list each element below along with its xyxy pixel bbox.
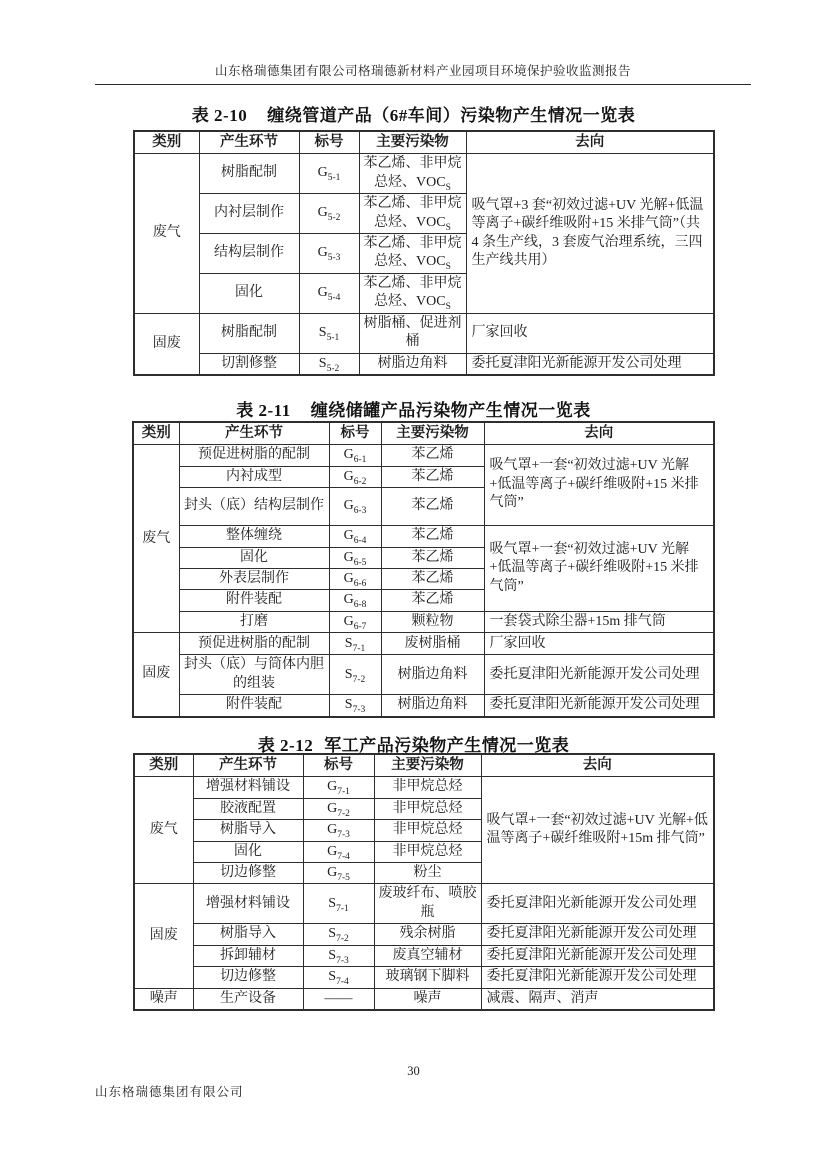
pollutant-cell: 苯乙烯: [381, 547, 484, 568]
header-category: 类别: [134, 754, 193, 777]
destination-cell: 委托夏津阳光新能源开发公司处理: [481, 924, 714, 945]
mark-cell: $G_{7-2}$: [303, 798, 374, 819]
mark-cell: $G_{5-3}$: [299, 234, 359, 274]
destination-cell: 委托夏津阳光新能源开发公司处理: [466, 353, 714, 375]
pollutant-cell: 残余树脂: [374, 924, 481, 945]
mark-cell: $G_{6-6}$: [329, 569, 381, 590]
pollutant-cell: 树脂边角料: [359, 353, 466, 375]
destination-cell: 一套袋式除尘器+15m 排气筒: [484, 611, 714, 632]
table-row: [133, 695, 714, 717]
pollutant-cell: 颗粒物: [381, 611, 484, 632]
mark-cell: $G_{7-1}$: [303, 777, 374, 798]
table-2-11-title: [0, 396, 827, 421]
process-cell: 附件装配: [179, 695, 329, 717]
process-cell: 树脂导入: [193, 924, 303, 945]
mark-cell: $G_{6-7}$: [329, 611, 381, 632]
table-2-12: [133, 753, 715, 1011]
table-row: [134, 884, 714, 924]
destination-cell: 吸气罩+一套“初效过滤+UV 光解+低温等离子+碳纤维吸附+15 米排气筒”: [484, 526, 714, 612]
header-destination: 去向: [484, 422, 714, 445]
process-cell: 切边修整: [193, 863, 303, 884]
header-pollutant: 主要污染物: [381, 422, 484, 445]
mark-cell: $G_{5-4}$: [299, 273, 359, 313]
pollutant-cell: 树脂边角料: [381, 655, 484, 695]
mark-cell: $G_{6-1}$: [329, 445, 381, 466]
process-cell: 树脂导入: [193, 820, 303, 841]
mark-cell: $G_{6-2}$: [329, 466, 381, 487]
header-category: 类别: [133, 422, 179, 445]
table-row: [133, 611, 714, 632]
table-row: [134, 313, 714, 353]
header-destination: 去向: [466, 131, 714, 154]
process-cell: 固化: [179, 547, 329, 568]
pollutant-cell: 噪声: [374, 988, 481, 1010]
category-cell: 固废: [133, 633, 179, 717]
mark-cell: $S_{7-1}$: [303, 884, 374, 924]
pollutant-cell: 废树脂桶: [381, 633, 484, 655]
pollutant-cell: 苯乙烯: [381, 569, 484, 590]
table-row: [133, 526, 714, 547]
mark-cell: $S_{5-1}$: [299, 313, 359, 353]
process-cell: 增强材料铺设: [193, 884, 303, 924]
header-process: 产生环节: [193, 754, 303, 777]
pollutant-cell: 非甲烷总烃: [374, 841, 481, 862]
mark-cell: $S_{7-1}$: [329, 633, 381, 655]
table-2-12-caption: 军工产品污染物产生情况一览表: [324, 736, 570, 755]
table-2-11: [132, 421, 715, 718]
mark-cell: $S_{7-2}$: [303, 924, 374, 945]
table-row: [134, 967, 714, 988]
process-cell: 生产设备: [193, 988, 303, 1010]
pollutant-cell: 苯乙烯、非甲烷总烃、$VOC_S$: [359, 154, 466, 194]
header-process: 产生环节: [199, 131, 299, 154]
table-row: [134, 945, 714, 966]
pollutant-cell: 苯乙烯: [381, 466, 484, 487]
mark-cell: $G_{6-3}$: [329, 488, 381, 526]
table-2-10-title: [0, 101, 827, 126]
mark-cell: $S_{7-3}$: [303, 945, 374, 966]
destination-cell: 委托夏津阳光新能源开发公司处理: [484, 695, 714, 717]
mark-cell: $S_{7-4}$: [303, 967, 374, 988]
header-pollutant: 主要污染物: [359, 131, 466, 154]
category-cell: 噪声: [134, 988, 193, 1010]
pollutant-cell: 粉尘: [374, 863, 481, 884]
pollutant-cell: 苯乙烯、非甲烷总烃、$VOC_S$: [359, 273, 466, 313]
mark-cell: $S_{5-2}$: [299, 353, 359, 375]
process-cell: 增强材料铺设: [193, 777, 303, 798]
pollutant-cell: 非甲烷总烃: [374, 777, 481, 798]
page-number: 30: [407, 1064, 420, 1078]
process-cell: 结构层制作: [199, 234, 299, 274]
table-row: [134, 988, 714, 1010]
table-row: [134, 777, 714, 798]
process-cell: 附件装配: [179, 590, 329, 611]
mark-cell: $G_{7-3}$: [303, 820, 374, 841]
process-cell: 封头（底）结构层制作: [179, 488, 329, 526]
destination-cell: 减震、隔声、消声: [481, 988, 714, 1010]
pollutant-cell: 非甲烷总烃: [374, 798, 481, 819]
header-mark: 标号: [299, 131, 359, 154]
process-cell: 打磨: [179, 611, 329, 632]
pollutant-cell: 废真空辅材: [374, 945, 481, 966]
table-row: [134, 754, 714, 777]
destination-cell: 厂家回收: [466, 313, 714, 353]
table-2-11-caption: 缠绕储罐产品污染物产生情况一览表: [310, 401, 591, 420]
destination-cell: 厂家回收: [484, 633, 714, 655]
mark-cell: $S_{7-3}$: [329, 695, 381, 717]
table-2-12-number: 表 2-12: [257, 736, 314, 755]
process-cell: 预促进树脂的配制: [179, 633, 329, 655]
mark-cell: $G_{6-8}$: [329, 590, 381, 611]
mark-cell: $G_{7-4}$: [303, 841, 374, 862]
header-mark: 标号: [329, 422, 381, 445]
table-row: [133, 422, 714, 445]
mark-cell: $G_{5-1}$: [299, 154, 359, 194]
header-mark: 标号: [303, 754, 374, 777]
process-cell: 外表层制作: [179, 569, 329, 590]
process-cell: 固化: [199, 273, 299, 313]
process-cell: 拆卸辅材: [193, 945, 303, 966]
category-cell: 固废: [134, 884, 193, 988]
process-cell: 内衬层制作: [199, 194, 299, 234]
table-row: [134, 131, 714, 154]
table-row: [134, 353, 714, 375]
table-2-10-caption: 缠绕管道产品（6#车间）污染物产生情况一览表: [267, 106, 636, 125]
document-header: 山东格瑞德集团有限公司格瑞德新材料产业园项目环境保护验收监测报告: [214, 64, 631, 78]
mark-cell: $G_{7-5}$: [303, 863, 374, 884]
pollutant-cell: 苯乙烯、非甲烷总烃、$VOC_S$: [359, 194, 466, 234]
process-cell: 切割修整: [199, 353, 299, 375]
process-cell: 整体缠绕: [179, 526, 329, 547]
header-divider: [95, 84, 751, 85]
process-cell: 固化: [193, 841, 303, 862]
header-category: 类别: [134, 131, 199, 154]
pollutant-cell: 非甲烷总烃: [374, 820, 481, 841]
destination-cell: 委托夏津阳光新能源开发公司处理: [481, 884, 714, 924]
process-cell: 封头（底）与筒体内胆的组装: [179, 655, 329, 695]
destination-cell: 委托夏津阳光新能源开发公司处理: [481, 967, 714, 988]
footer-company: 山东格瑞德集团有限公司: [95, 1085, 244, 1099]
mark-cell: $G_{6-5}$: [329, 547, 381, 568]
process-cell: 切边修整: [193, 967, 303, 988]
table-2-10: [133, 130, 715, 376]
process-cell: 内衬成型: [179, 466, 329, 487]
pollutant-cell: 苯乙烯: [381, 590, 484, 611]
category-cell: 废气: [134, 154, 199, 314]
mark-cell: $G_{6-4}$: [329, 526, 381, 547]
destination-cell: 委托夏津阳光新能源开发公司处理: [484, 655, 714, 695]
category-cell: 废气: [133, 445, 179, 633]
mark-cell: $S_{7-2}$: [329, 655, 381, 695]
pollutant-cell: 树脂边角料: [381, 695, 484, 717]
table-2-11-number: 表 2-11: [236, 401, 291, 420]
category-cell: 固废: [134, 313, 199, 375]
table-row: [134, 924, 714, 945]
destination-cell: 吸气罩+3 套“初效过滤+UV 光解+低温等离子+碳纤维吸附+15 米排气筒”（共 4 条生产线，3 套废气治理系统，三四生产线共用）: [466, 154, 714, 314]
process-cell: 树脂配制: [199, 313, 299, 353]
category-cell: 废气: [134, 777, 193, 884]
process-cell: 树脂配制: [199, 154, 299, 194]
table-row: [134, 154, 714, 194]
pollutant-cell: 废玻纤布、喷胶瓶: [374, 884, 481, 924]
destination-cell: 委托夏津阳光新能源开发公司处理: [481, 945, 714, 966]
mark-cell: $G_{5-2}$: [299, 194, 359, 234]
pollutant-cell: 苯乙烯、非甲烷总烃、$VOC_S$: [359, 234, 466, 274]
table-row: [133, 655, 714, 695]
process-cell: 胶液配置: [193, 798, 303, 819]
table-2-10-number: 表 2-10: [191, 106, 248, 125]
pollutant-cell: 树脂桶、促进剂桶: [359, 313, 466, 353]
table-row: [133, 445, 714, 466]
pollutant-cell: 苯乙烯: [381, 488, 484, 526]
process-cell: 预促进树脂的配制: [179, 445, 329, 466]
pollutant-cell: 苯乙烯: [381, 445, 484, 466]
header-destination: 去向: [481, 754, 714, 777]
header-pollutant: 主要污染物: [374, 754, 481, 777]
destination-cell: 吸气罩+一套“初效过滤+UV 光解+低温等离子+碳纤维吸附+15 米排气筒”: [484, 445, 714, 526]
pollutant-cell: 苯乙烯: [381, 526, 484, 547]
mark-cell: ——: [303, 988, 374, 1010]
pollutant-cell: 玻璃钢下脚料: [374, 967, 481, 988]
destination-cell: 吸气罩+一套“初效过滤+UV 光解+低温等离子+碳纤维吸附+15m 排气筒”: [481, 777, 714, 884]
table-row: [133, 633, 714, 655]
header-process: 产生环节: [179, 422, 329, 445]
